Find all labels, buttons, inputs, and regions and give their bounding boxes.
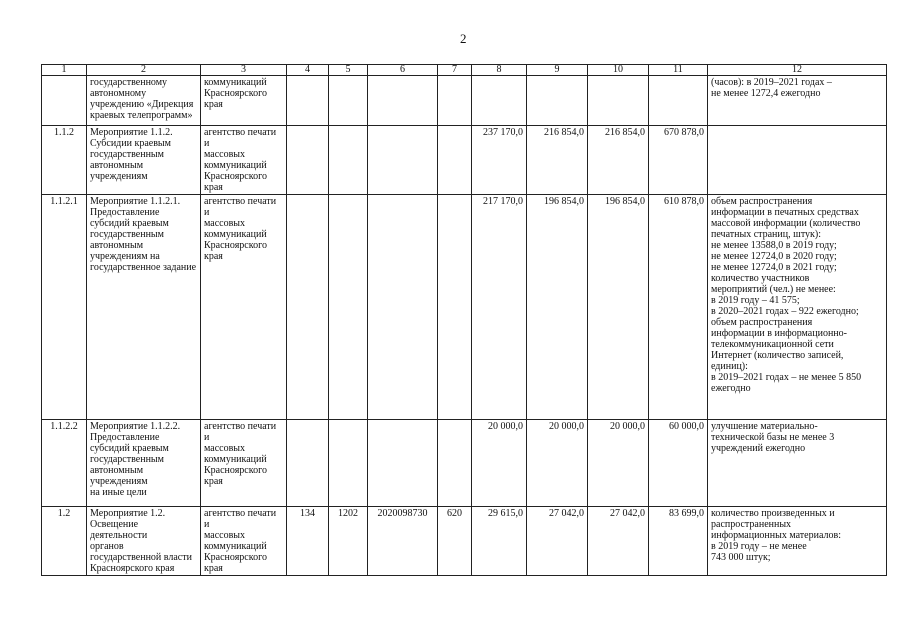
code-cell <box>368 195 438 420</box>
code-cell <box>438 76 472 126</box>
code-cell <box>438 126 472 195</box>
code-cell <box>287 126 329 195</box>
code-cell <box>368 420 438 507</box>
responsible-org: агентство печати и массовых коммуникаций Красноярского края <box>201 195 287 420</box>
expected-result: улучшение материально- технической базы не менее 3 учреждений ежегодно <box>708 420 887 507</box>
amount-cell <box>588 76 649 126</box>
measure-name: Мероприятие 1.2. Освещение деятельности органов государственной власти Красноярского края <box>87 507 201 576</box>
code-cell <box>287 420 329 507</box>
amount-cell: 610 878,0 <box>649 195 708 420</box>
column-number: 12 <box>708 65 887 76</box>
measures-table <box>41 64 887 576</box>
responsible-org: агентство печати и массовых коммуникаций Красноярского края <box>201 420 287 507</box>
amount-cell: 20 000,0 <box>588 420 649 507</box>
amount-cell: 237 170,0 <box>472 126 527 195</box>
amount-cell: 60 000,0 <box>649 420 708 507</box>
column-number: 2 <box>87 65 201 76</box>
row-id: 1.2 <box>42 507 87 576</box>
amount-cell <box>527 76 588 126</box>
amount-cell: 670 878,0 <box>649 126 708 195</box>
column-number: 4 <box>287 65 329 76</box>
expected-result: количество произведенных и распространенных информационных материалов: в 2019 году – не менее 743 000 штук; <box>708 507 887 576</box>
column-number: 8 <box>472 65 527 76</box>
row-id <box>42 76 87 126</box>
code-cell <box>438 420 472 507</box>
code-cell: 620 <box>438 507 472 576</box>
row-id: 1.1.2.1 <box>42 195 87 420</box>
column-number: 7 <box>438 65 472 76</box>
column-number: 3 <box>201 65 287 76</box>
amount-cell: 217 170,0 <box>472 195 527 420</box>
row-id: 1.1.2.2 <box>42 420 87 507</box>
amount-cell: 29 615,0 <box>472 507 527 576</box>
code-cell <box>329 195 368 420</box>
code-cell: 134 <box>287 507 329 576</box>
code-cell <box>329 420 368 507</box>
code-cell <box>438 195 472 420</box>
page-number: 2 <box>460 31 467 46</box>
amount-cell: 216 854,0 <box>527 126 588 195</box>
responsible-org: агентство печати и массовых коммуникаций Красноярского края <box>201 507 287 576</box>
code-cell <box>329 126 368 195</box>
code-cell <box>329 76 368 126</box>
code-cell: 2020098730 <box>368 507 438 576</box>
column-number: 11 <box>649 65 708 76</box>
column-number: 10 <box>588 65 649 76</box>
amount-cell: 216 854,0 <box>588 126 649 195</box>
expected-result: объем распространения информации в печатных средствах массовой информации (количество печатных страниц, штук): не менее 13588,0 в 2019 году; не менее 12724,0 в 2020 году; не менее 12724,0 в 2021 году; количество участников мероприятий (чел.) не менее: в 2019 году – 41 575; в 2020–2021 годах – 922 ежегодно; объем распространения информации в информационно- телекоммуникационной сети Интернет (количество записей, единиц): в 2019–2021 годах – не менее 5 850 ежегодно <box>708 195 887 420</box>
code-cell <box>368 76 438 126</box>
amount-cell: 20 000,0 <box>527 420 588 507</box>
table-row <box>42 195 887 420</box>
measure-name: Мероприятие 1.1.2. Субсидии краевым государственным автономным учреждениям <box>87 126 201 195</box>
table-row <box>42 507 887 576</box>
table-row <box>42 76 887 126</box>
amount-cell: 196 854,0 <box>588 195 649 420</box>
amount-cell <box>472 76 527 126</box>
expected-result: (часов): в 2019–2021 годах – не менее 1272,4 ежегодно <box>708 76 887 126</box>
measure-name: Мероприятие 1.1.2.1. Предоставление субсидий краевым государственным автономным учреждениям на государственное задание <box>87 195 201 420</box>
code-cell: 1202 <box>329 507 368 576</box>
column-numbers-row <box>42 65 887 76</box>
table-row <box>42 126 887 195</box>
amount-cell: 27 042,0 <box>527 507 588 576</box>
table-row <box>42 420 887 507</box>
code-cell <box>287 195 329 420</box>
responsible-org: коммуникаций Красноярского края <box>201 76 287 126</box>
amount-cell <box>649 76 708 126</box>
amount-cell: 27 042,0 <box>588 507 649 576</box>
amount-cell: 196 854,0 <box>527 195 588 420</box>
amount-cell: 20 000,0 <box>472 420 527 507</box>
expected-result <box>708 126 887 195</box>
code-cell <box>287 76 329 126</box>
measure-name: Мероприятие 1.1.2.2. Предоставление субсидий краевым государственным автономным учреждениям на иные цели <box>87 420 201 507</box>
column-number: 5 <box>329 65 368 76</box>
column-number: 6 <box>368 65 438 76</box>
responsible-org: агентство печати и массовых коммуникаций Красноярского края <box>201 126 287 195</box>
amount-cell: 83 699,0 <box>649 507 708 576</box>
column-number: 9 <box>527 65 588 76</box>
code-cell <box>368 126 438 195</box>
row-id: 1.1.2 <box>42 126 87 195</box>
measure-name: государственному автономному учреждению «Дирекция краевых телепрограмм» <box>87 76 201 126</box>
column-number: 1 <box>42 65 87 76</box>
